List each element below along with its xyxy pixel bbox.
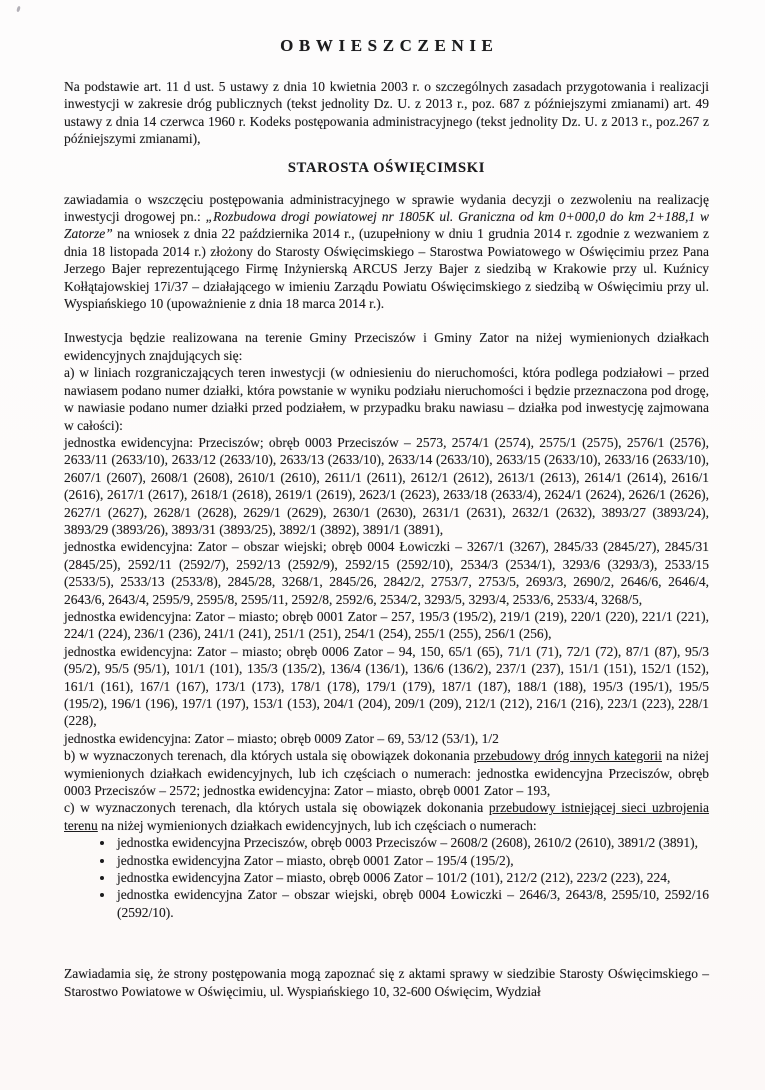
bullet-item: • jednostka ewidencyjna Zator – miasto, obręb 0006 Zator – 101/2 (101), 212/2 (212), 223/2 (223), 224,: [115, 869, 709, 886]
investment-item-b: [64, 747, 709, 799]
bullet-item: • jednostka ewidencyjna Zator – miasto, obręb 0001 Zator – 195/4 (195/2),: [115, 852, 709, 869]
investment-block: [64, 329, 709, 921]
bullet-item: • jednostka ewidencyjna Zator – obszar wiejski, obręb 0004 Łowiczki – 2646/3, 2643/8, 2595/10, 2592/16 (2592/10).: [115, 886, 709, 921]
issuer-heading: STAROSTA OŚWIĘCIMSKI: [287, 159, 486, 176]
bullet-item: • jednostka ewidencyjna Przeciszów, obręb 0003 Przeciszów – 2608/2 (2608), 2610/2 (2610), 3891/2 (3891),: [115, 834, 709, 851]
utilities-bullet-list: [64, 834, 709, 921]
cadastral-unit-paragraph: jednostka ewidencyjna: Zator – miasto; obręb 0006 Zator – 94, 150, 65/1 (65), 71/1 (71), 72/1 (72), 87/1 (87), 95/3 (95/2), 95/5 (95/1), 101/1 (101), 135/3 (135/2), 136/4 (136/1), 136/6 (136/2), 237/1 (237), 151/1 (151), 152/1 (152), 161/1 (161), 167/1 (167), 173/1 (173), 178/1 (178), 179/1 (179), 187/1 (187), 188/1 (188), 195/3 (195/1), 195/5 (195/2), 196/1 (196), 197/1 (197), 153/1 (153), 204/1 (204), 209/1 (209), 212/1 (212), 216/1 (216), 223/1 (223), 228/1 (228),: [64, 643, 709, 729]
text-run: na wniosek z dnia 22 października 2014 r., (uzupełniony w dniu 1 grudnia 2014 r. zgodnie z wezwaniem z dnia 18 listopada 2014 r.) złożony do Starosty Oświęcimskiego – Starostwa Powiatowego w Oświęcimiu przez Pana Jerzego Bajer reprezentującego Firmę Inżynierską ARCUS Jerzy Bajer z siedzibą w Krakowie przy ul. Kuźnicy Kołłątajowskiej 17i/37 – działającego w imieniu Zarządu Powiatu Oświęcimskiego z siedzibą w Oświęcimiu przy ul. Wyspiańskiego 10 (upoważnienie z dnia 18 marca 2014 r.).: [64, 226, 709, 312]
text-run: zawiadamia o wszczęciu postępowania administracyjnego w sprawie wydania decyzji o zezwoleniu na realizację inwestycji drogowej pn.:: [64, 191, 709, 225]
investment-item-a: a) w liniach rozgraniczających teren inwestycji (w odniesieniu do nieruchomości, która podlega podziałowi – przed nawiasem podano numer działki, która powstanie w wyniku podziału nieruchomości i będzie przeznaczona pod drogę, w nawiasie podano numer działki przed podziałem, w przypadku braku nawiasu – działka pod inwestycję zajmowana w całości):: [64, 365, 709, 433]
scan-artifact: [16, 6, 21, 13]
text-run: c) w wyznaczonych terenach, dla których ustala się obowiązek dokonania: [64, 800, 489, 816]
text-run: na niżej wymienionych działkach ewidencyjnych, lub ich częściach o numerach:: [97, 817, 537, 833]
legal-basis-paragraph: Na podstawie art. 11 d ust. 5 ustawy z dnia 10 kwietnia 2003 r. o szczególnych zasadach przygotowania i realizacji inwestycji w zakresie dróg publicznych (tekst jednolity Dz. U. z 2013 r., poz. 687 z późniejszymi zmianami) art. 49 ustawy z dnia 14 czerwca 1960 r. Kodeks postępowania administracyjnego (tekst jednolity Dz. U. z 2013 r., poz.267 z późniejszymi zmianami),: [64, 79, 709, 147]
cadastral-unit-paragraph: jednostka ewidencyjna: Zator – miasto; obręb 0009 Zator – 69, 53/12 (53/1), 1/2: [64, 730, 499, 746]
investment-item-c: [64, 799, 709, 834]
cadastral-unit-paragraph: jednostka ewidencyjna: Przeciszów; obręb 0003 Przeciszów – 2573, 2574/1 (2574), 2575/1 (2575), 2576/1 (2576), 2633/11 (2633/10), 2633/12 (2633/10), 2633/13 (2633/10), 2633/14 (2633/10), 2633/15 (2633/10), 2633/16 (2633/10), 2607/1 (2607), 2608/1 (2608), 2610/1 (2610), 2611/1 (2611), 2612/1 (2612), 2613/1 (2613), 2614/1 (2614), 2616/1 (2616), 2617/1 (2617), 2618/1 (2618), 2619/1 (2619), 2623/1 (2623), 2633/18 (2633/4), 2624/1 (2624), 2626/1 (2626), 2627/1 (2627), 2628/1 (2628), 2629/1 (2629), 2630/1 (2630), 2631/1 (2631), 2632/1 (2632), 3893/27 (3893/24), 3893/29 (3893/26), 3893/31 (3893/25), 3892/1 (3892), 3891/1 (3891),: [64, 434, 709, 537]
underline-text-run: przebudowy dróg innych kategorii: [473, 748, 662, 764]
cadastral-unit-paragraph: jednostka ewidencyjna: Zator – miasto; obręb 0001 Zator – 257, 195/3 (195/2), 219/1 (219), 220/1 (220), 221/1 (221), 224/1 (224), 236/1 (236), 241/1 (241), 251/1 (251), 254/1 (254), 255/1 (255), 256/1 (256),: [64, 608, 709, 642]
cadastral-unit-paragraph: jednostka ewidencyjna: Zator – obszar wiejski; obręb 0004 Łowiczki – 3267/1 (3267), 2845/33 (2845/27), 2845/31 (2845/25), 2592/11 (2592/7), 2592/13 (2592/9), 2592/15 (2592/10), 2534/3 (2534/1), 3293/6 (3293/3), 2533/15 (2533/5), 2533/13 (2533/8), 2845/28, 3268/1, 2845/26, 2842/2, 2753/7, 2753/5, 2693/3, 2690/2, 2646/6, 2646/4, 2643/6, 2643/4, 2595/9, 2595/8, 2595/11, 2592/8, 2592/6, 2534/2, 3293/5, 3293/4, 2533/6, 2533/4, 3268/5,: [64, 539, 709, 607]
document-title: OBWIESZCZENIE: [280, 36, 499, 55]
italic-text-run: „Rozbudowa drogi powiatowej nr 1805K ul. Graniczna od km 0+000,0 do km 2+188,1 w Zatorze”: [64, 209, 709, 242]
closing-paragraph: Zawiadamia się, że strony postępowania mogą zapoznać się z aktami sprawy w siedzibie Starosty Oświęcimskiego – Starostwo Powiatowe w Oświęcimiu, ul. Wyspiańskiego 10, 32-600 Oświęcim, Wydział: [64, 966, 709, 999]
cadastral-unit-list: [64, 434, 709, 747]
investment-intro: Inwestycja będzie realizowana na terenie Gminy Przeciszów i Gminy Zator na niżej wymienionych działkach ewidencyjnych znajdujących się:: [64, 330, 709, 363]
text-run: b) w wyznaczonych terenach, dla których ustala się obowiązek dokonania: [64, 748, 474, 764]
notice-paragraph: [64, 191, 709, 313]
text-run: na niżej wymienionych działkach ewidencyjnych, lub ich częściach o numerach: jednostka ewidencyjna Przeciszów, obręb 0003 Przeciszów – 2572; jednostka ewidencyjna: Zator – miasto, obręb 0001 Zator – 193,: [64, 748, 709, 799]
underline-text-run: przebudowy istniejącej sieci uzbrojenia terenu: [64, 800, 710, 833]
